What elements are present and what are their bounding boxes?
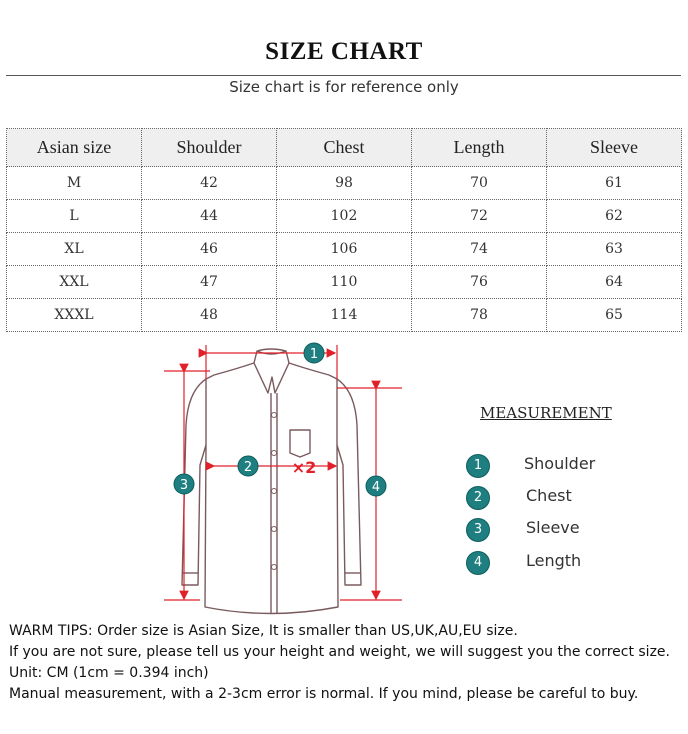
size-table [6,128,682,332]
table-cell: L [7,200,142,233]
table-cell: 65 [547,299,682,332]
tip-line: Unit: CM (1cm = 0.394 inch) [9,665,209,681]
header-shoulder: Shoulder [142,129,277,167]
table-cell: 74 [412,233,547,266]
header-length: Length [412,129,547,167]
number-4-icon: 4 [466,551,490,575]
table-row [7,167,682,200]
measurement-title: MEASUREMENT [480,404,612,422]
warm-tips [9,621,681,705]
table-cell: 114 [277,299,412,332]
header-sleeve: Sleeve [547,129,682,167]
page-subtitle: Size chart is for reference only [229,78,459,96]
legend-label: Shoulder [524,454,596,473]
table-cell: 76 [412,266,547,299]
legend-label: Length [526,551,582,570]
table-cell: 106 [277,233,412,266]
marker-4: 4 [371,480,381,495]
table-cell: 63 [547,233,682,266]
table-cell: 46 [142,233,277,266]
table-cell: 78 [412,299,547,332]
legend-label: Sleeve [526,518,580,537]
table-cell: XXL [7,266,142,299]
page-title: SIZE CHART [265,38,423,65]
table-cell: 42 [142,167,277,200]
table-cell: XL [7,233,142,266]
table-cell: 72 [412,200,547,233]
table-cell: 64 [547,266,682,299]
table-cell: 98 [277,167,412,200]
number-2-icon: 2 [466,486,490,510]
legend-label: Chest [526,486,572,505]
tip-line: If you are not sure, please tell us your height and weight, we will suggest you the correct size. [9,644,670,660]
table-cell: M [7,167,142,200]
tip-line: Manual measurement, with a 2-3cm error is normal. If you mind, please be careful to buy. [9,686,639,702]
table-cell: 47 [142,266,277,299]
shirt-outline-icon [179,349,361,614]
table-cell: 48 [142,299,277,332]
table-row [7,200,682,233]
table-cell: 44 [142,200,277,233]
header-asian-size: Asian size [7,129,142,167]
table-cell: 62 [547,200,682,233]
table-row [7,266,682,299]
table-cell: 110 [277,266,412,299]
table-row [7,299,682,332]
table-cell: 61 [547,167,682,200]
shirt-diagram [150,335,420,620]
table-cell: XXXL [7,299,142,332]
table-header-row [7,129,682,167]
title-divider [6,75,681,76]
table-row [7,233,682,266]
number-1-icon: 1 [466,454,490,478]
marker-2: 2 [243,460,253,475]
number-3-icon: 3 [466,518,490,542]
marker-3: 3 [179,478,189,493]
chest-multiplier: ×2 [291,458,317,477]
shirt-buttons [272,413,277,570]
marker-1: 1 [309,347,319,362]
header-chest: Chest [277,129,412,167]
table-cell: 102 [277,200,412,233]
tip-line: WARM TIPS: Order size is Asian Size, It is smaller than US,UK,AU,EU size. [9,623,518,639]
table-cell: 70 [412,167,547,200]
